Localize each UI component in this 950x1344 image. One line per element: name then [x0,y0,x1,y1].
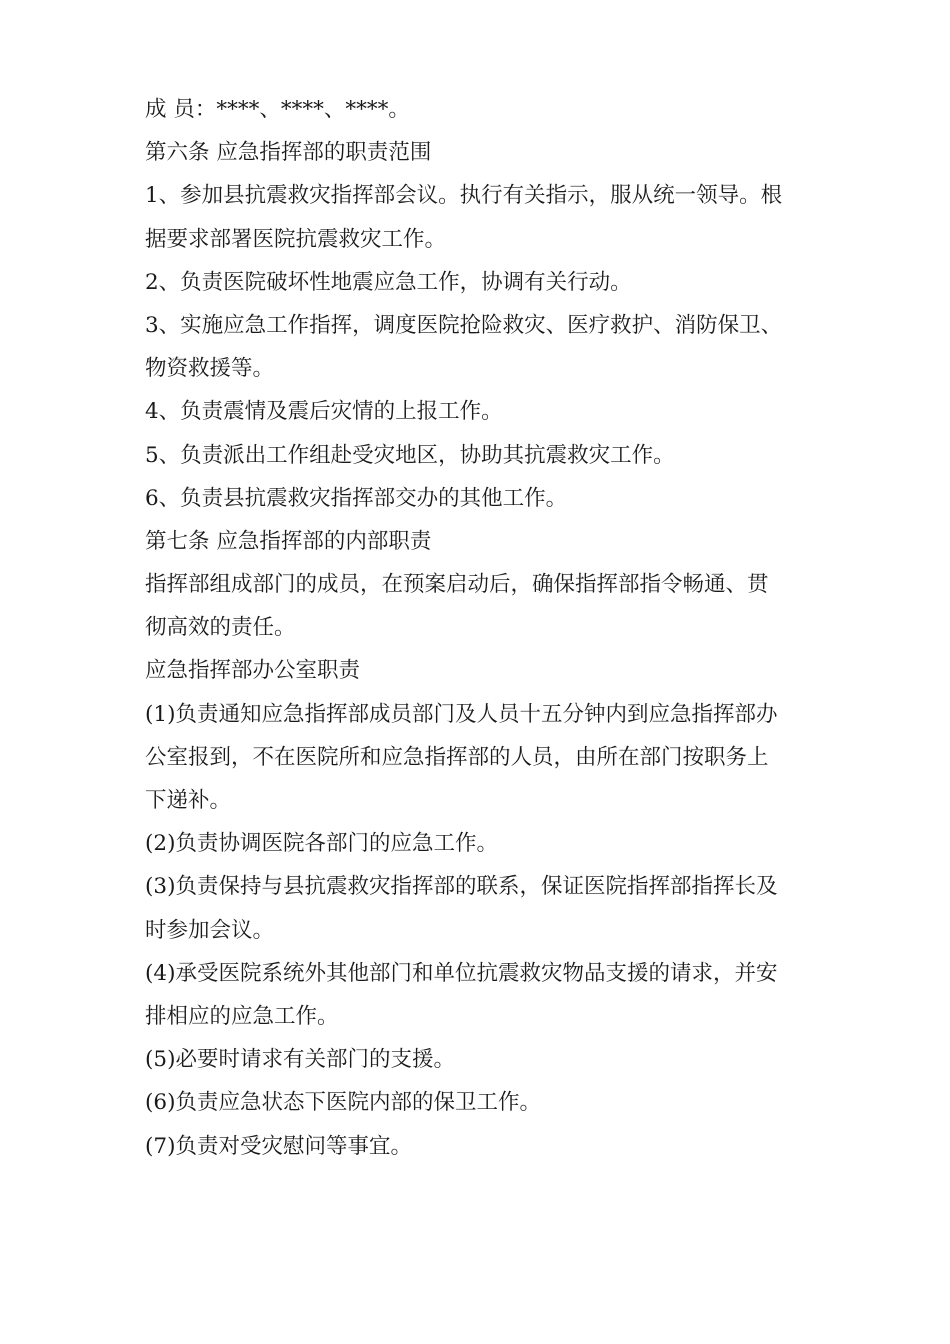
text-line: (7)负责对受灾慰问等事宜。 [145,1133,412,1159]
text-line: (3)负责保持与县抗震救灾指挥部的联系，保证医院指挥部指挥长及 [145,874,778,900]
text-line: 下递补。 [145,788,232,813]
text-line: 2、负责医院破坏性地震应急工作，协调有关行动。 [145,269,632,295]
text-line: 4、负责震情及震后灾情的上报工作。 [145,399,503,425]
text-line: 物资救援等。 [145,356,275,382]
text-line: 1、参加县抗震救灾指挥部会议。执行有关指示，服从统一领导。根 [145,183,783,209]
text-line: (2)负责协调医院各部门的应急工作。 [145,831,498,857]
text-line: 指挥部组成部门的成员，在预案启动后，确保指挥部指令畅通、贯 [145,572,769,598]
document-body [145,88,815,1168]
text-line: 时参加会议。 [145,917,275,943]
text-line: 据要求部署医院抗震救灾工作。 [145,226,447,252]
text-line: 成 员：****、****、****。 [145,97,410,122]
subsection-heading: 应急指挥部办公室职责 [145,658,361,684]
text-line: (6)负责应急状态下医院内部的保卫工作。 [145,1090,541,1116]
text-line: (4)承受医院系统外其他部门和单位抗震救灾物品支援的请求，并安 [145,960,778,986]
section-heading: 第六条 应急指挥部的职责范围 [145,140,432,166]
text-line: (1)负责通知应急指挥部成员部门及人员十五分钟内到应急指挥部办 [145,701,778,727]
section-heading: 第七条 应急指挥部的内部职责 [145,528,432,554]
text-line: 公室报到，不在医院所和应急指挥部的人员，由所在部门按职务上 [145,744,769,770]
text-line: 6、负责县抗震救灾指挥部交办的其他工作。 [145,485,568,511]
text-line: (5)必要时请求有关部门的支援。 [145,1047,455,1073]
text-line: 排相应的应急工作。 [145,1003,339,1029]
text-line: 3、实施应急工作指挥，调度医院抢险救灾、医疗救护、消防保卫、 [145,312,783,338]
text-line: 5、负责派出工作组赴受灾地区，协助其抗震救灾工作。 [145,442,675,468]
text-line: 彻高效的责任。 [145,615,296,641]
